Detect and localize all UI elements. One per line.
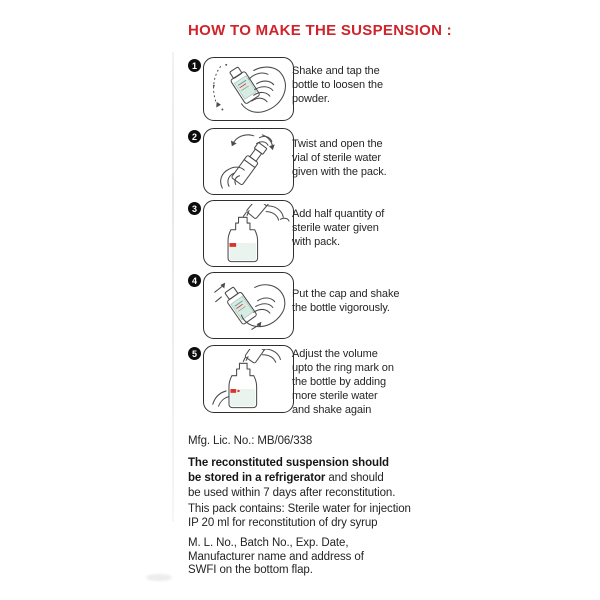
step-4	[188, 272, 468, 339]
bottom-flap-note	[188, 537, 364, 578]
step-5-text	[292, 347, 394, 417]
storage-line-2: be stored in a refrigerator and should	[188, 472, 384, 484]
text-line: SWFI on the bottom flap.	[188, 564, 313, 576]
text-line: Shake and tap the	[292, 65, 380, 77]
storage-line-3: be used within 7 days after reconstitution.	[188, 487, 396, 499]
step-1-number: 1	[188, 59, 201, 72]
step-4-number: 4	[188, 274, 201, 287]
text-line: Twist and open the	[292, 138, 383, 150]
text-line: and shake again	[292, 404, 372, 416]
step-5	[188, 345, 468, 416]
page-title: HOW TO MAKE THE SUSPENSION :	[188, 22, 452, 39]
step-1	[188, 57, 468, 121]
text-line: upto the ring mark on	[292, 362, 394, 374]
package-crease-line	[172, 52, 174, 522]
step-2-number: 2	[188, 130, 201, 143]
step-5-number: 5	[188, 347, 201, 360]
print-smudge	[146, 574, 172, 581]
step-3-number: 3	[188, 202, 201, 215]
text-line: sterile water given	[292, 222, 379, 234]
step-1-frame	[203, 57, 294, 121]
storage-instructions	[188, 456, 395, 501]
pack-contents-text	[188, 503, 411, 530]
step-3	[188, 200, 468, 267]
step-3-text	[292, 207, 384, 249]
step-4-frame	[203, 272, 294, 339]
text-line: bottle to loosen the	[292, 79, 383, 91]
twist-open-vial-icon	[207, 132, 291, 192]
text-line: Put the cap and shake	[292, 288, 400, 300]
mfg-license-text	[188, 435, 312, 449]
text-line: the bottle vigorously.	[292, 302, 390, 314]
text-line: vial of sterile water	[292, 152, 381, 164]
storage-line-1: The reconstituted suspension should	[188, 457, 389, 469]
step-3-frame	[203, 200, 294, 267]
text-line: Manufacturer name and address of	[188, 550, 364, 563]
text-line: the bottle by adding	[292, 376, 387, 388]
text-line: Add half quantity of	[292, 208, 385, 220]
text-line: given with the pack.	[292, 166, 387, 178]
step-5-frame	[203, 345, 294, 413]
text-line: IP 20 ml for reconstitution of dry syrup	[188, 516, 378, 529]
text-line: with pack.	[292, 236, 340, 248]
text-line: M. L. No., Batch No., Exp. Date,	[188, 537, 349, 549]
text-line: more sterile water	[292, 390, 378, 402]
step-1-text	[292, 64, 383, 106]
mfg-license-line: Mfg. Lic. No.: MB/06/338	[188, 435, 313, 447]
step-2	[188, 128, 468, 195]
step-2-frame	[203, 128, 294, 195]
step-2-text	[292, 137, 387, 179]
adjust-volume-icon	[207, 349, 291, 410]
step-4-text	[292, 287, 399, 315]
pour-half-water-icon	[207, 204, 291, 264]
text-line: This pack contains: Sterile water for injection	[188, 503, 411, 515]
shake-bottle-icon	[207, 61, 291, 118]
text-line: Adjust the volume	[292, 348, 378, 360]
text-line: powder.	[292, 93, 330, 105]
cap-and-shake-icon	[207, 276, 291, 336]
